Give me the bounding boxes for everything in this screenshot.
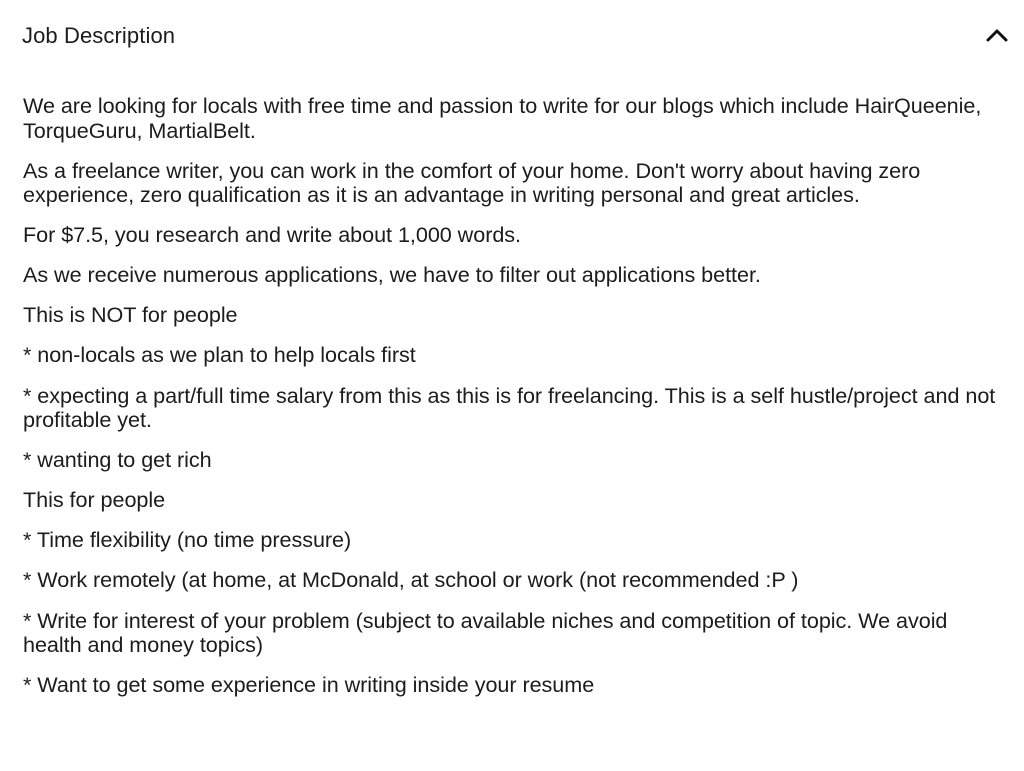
description-paragraph: As we receive numerous applications, we have to filter out applications better. — [23, 262, 761, 288]
description-paragraph: This for people — [23, 487, 166, 513]
description-paragraph: This is NOT for people — [23, 302, 238, 328]
description-paragraph: * Want to get some experience in writing inside your resume — [23, 672, 595, 698]
description-paragraph: We are looking for locals with free time and passion to write for our blogs which include HairQueenie, TorqueGuru, MartialBelt. — [23, 93, 982, 143]
description-paragraph: * expecting a part/full time salary from this as this is for freelancing. This is a self hustle/project and not profitable yet. — [23, 382, 996, 433]
description-paragraph: * Write for interest of your problem (subject to available niches and competition of topic. We avoid health and money topics) — [23, 607, 948, 658]
job-description-body — [23, 94, 998, 713]
description-paragraph: * Work remotely (at home, at McDonald, at school or work (not recommended :P ) — [23, 567, 799, 593]
description-paragraph: * wanting to get rich — [23, 447, 212, 473]
job-description-header[interactable] — [0, 0, 1024, 72]
section-title: Job Description — [22, 23, 176, 48]
description-paragraph: * Time flexibility (no time pressure) — [23, 527, 352, 553]
description-paragraph: As a freelance writer, you can work in the comfort of your home. Don't worry about having zero experience, zero qualification as it is an advantage in writing personal and great articles. — [23, 157, 921, 208]
description-paragraph: * non-locals as we plan to help locals first — [23, 342, 416, 368]
collapse-toggle-button[interactable] — [982, 20, 1012, 50]
description-paragraph: For $7.5, you research and write about 1,000 words. — [23, 222, 521, 248]
chevron-up-icon — [986, 28, 1008, 42]
